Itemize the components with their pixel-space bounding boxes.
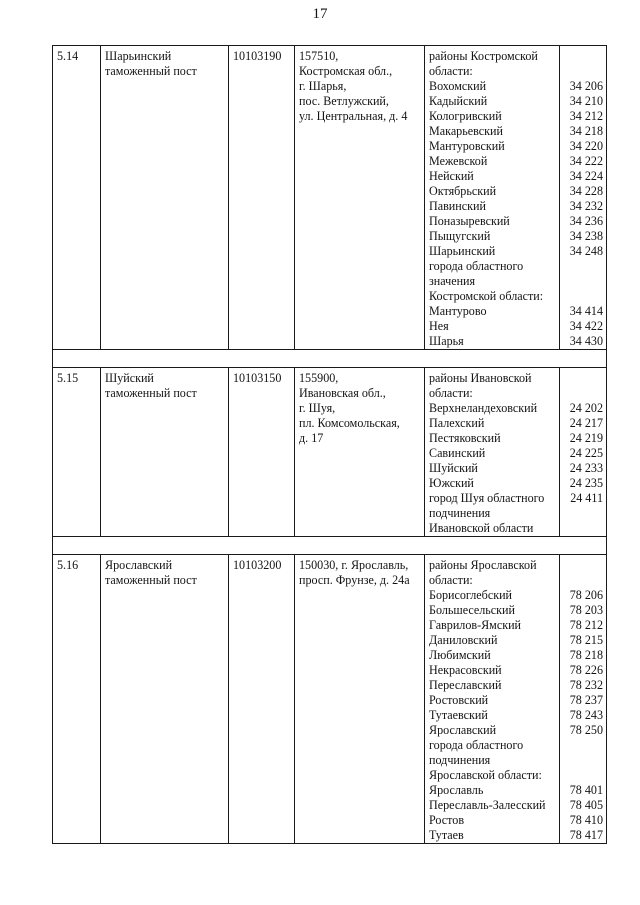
address-line: 155900, xyxy=(299,371,339,385)
okato-code: 34 232 xyxy=(569,199,603,213)
territory-name: области: xyxy=(429,64,473,78)
okato-code: 34 414 xyxy=(569,304,603,318)
address-line: Ивановская обл., xyxy=(299,386,386,400)
post-name-cell xyxy=(101,555,229,844)
territory-name: Октябрьский xyxy=(429,184,497,198)
territory-name: Южский xyxy=(429,476,474,490)
row-number-cell xyxy=(53,368,101,537)
territory-name: Даниловский xyxy=(429,633,498,647)
territory-name: Межевской xyxy=(429,154,488,168)
address-line: пос. Ветлужский, xyxy=(299,94,389,108)
okato-code-cell xyxy=(560,555,607,844)
territory-name: Большесельский xyxy=(429,603,515,617)
customs-posts-table xyxy=(52,45,607,844)
territory-name: Мантуровский xyxy=(429,139,505,153)
address-line: 157510, xyxy=(299,49,339,63)
territory-name: Савинский xyxy=(429,446,486,460)
post-code: 10103190 xyxy=(233,49,282,63)
okato-code: 24 411 xyxy=(570,491,603,505)
territory-name: Ярославль xyxy=(429,783,484,797)
territory-name: города областного xyxy=(429,738,524,752)
territory-name: Шуйский xyxy=(429,461,478,475)
blank-line xyxy=(564,506,603,521)
territory-name: районы Ярославской xyxy=(429,558,537,572)
row-number: 5.14 xyxy=(57,49,79,63)
okato-code: 78 410 xyxy=(569,813,603,827)
okato-code: 78 226 xyxy=(569,663,603,677)
post-name-line: Шарьинский xyxy=(105,49,172,63)
post-name-line: таможенный пост xyxy=(105,573,197,587)
territory-name: Ярославской области: xyxy=(429,768,542,782)
territory-name: области: xyxy=(429,386,473,400)
okato-code: 34 228 xyxy=(569,184,603,198)
okato-code: 34 218 xyxy=(569,124,603,138)
okato-code: 78 232 xyxy=(569,678,603,692)
address-line: пл. Комсомольская, xyxy=(299,416,400,430)
territory-name: Шарья xyxy=(429,334,464,348)
okato-code: 78 417 xyxy=(569,828,603,842)
address-line: просп. Фрунзе, д. 24а xyxy=(299,573,410,587)
table-row xyxy=(53,46,607,350)
row-number-cell xyxy=(53,555,101,844)
okato-code: 34 422 xyxy=(569,319,603,333)
territory-name: Кадыйский xyxy=(429,94,488,108)
territory-name: Ярославский xyxy=(429,723,497,737)
row-gap xyxy=(53,350,607,368)
territory-cell xyxy=(425,555,560,844)
territory-name: города областного xyxy=(429,259,524,273)
territory-name: Верхнеландеховский xyxy=(429,401,538,415)
territory-name: Нейский xyxy=(429,169,474,183)
blank-line xyxy=(564,274,603,289)
territory-name: Ростов xyxy=(429,813,465,827)
territory-name: Макарьевский xyxy=(429,124,503,138)
territory-name: Борисоглебский xyxy=(429,588,513,602)
blank-line xyxy=(564,289,603,304)
post-name-cell xyxy=(101,368,229,537)
address-line: г. Шуя, xyxy=(299,401,336,415)
okato-code: 34 430 xyxy=(569,334,603,348)
okato-code: 78 243 xyxy=(569,708,603,722)
territory-cell xyxy=(425,368,560,537)
okato-code: 34 220 xyxy=(569,139,603,153)
blank-line xyxy=(564,259,603,274)
address-cell xyxy=(295,46,425,350)
territory-name: Некрасовский xyxy=(429,663,502,677)
territory-name: Пестяковский xyxy=(429,431,501,445)
okato-code: 24 219 xyxy=(569,431,603,445)
territory-name: Ростовский xyxy=(429,693,489,707)
post-name-line: таможенный пост xyxy=(105,386,197,400)
okato-code: 34 238 xyxy=(569,229,603,243)
blank-line xyxy=(564,738,603,753)
page-number: 17 xyxy=(312,6,328,22)
territory-cell xyxy=(425,46,560,350)
okato-code: 34 236 xyxy=(569,214,603,228)
post-code-cell xyxy=(229,555,295,844)
post-code-cell xyxy=(229,46,295,350)
post-name-line: Ярославский xyxy=(105,558,173,572)
blank-line xyxy=(564,371,603,386)
okato-code: 34 212 xyxy=(569,109,603,123)
okato-code: 34 206 xyxy=(569,79,603,93)
territory-name: области: xyxy=(429,573,473,587)
okato-code: 34 210 xyxy=(569,94,603,108)
blank-line xyxy=(564,49,603,64)
row-number: 5.16 xyxy=(57,558,79,572)
blank-line xyxy=(564,64,603,79)
okato-code: 34 224 xyxy=(569,169,603,183)
row-number-cell xyxy=(53,46,101,350)
okato-code-cell xyxy=(560,368,607,537)
territory-name: районы Ивановской xyxy=(429,371,532,385)
territory-name: Тутаев xyxy=(429,828,464,842)
territory-name: Вохомский xyxy=(429,79,487,93)
territory-name: Кологривский xyxy=(429,109,502,123)
post-code-cell xyxy=(229,368,295,537)
address-cell xyxy=(295,555,425,844)
okato-code: 78 215 xyxy=(569,633,603,647)
territory-name: Шарьинский xyxy=(429,244,496,258)
blank-line xyxy=(564,753,603,768)
address-line: д. 17 xyxy=(299,431,324,445)
row-gap xyxy=(53,537,607,555)
territory-name: Поназыревский xyxy=(429,214,510,228)
territory-name: подчинения xyxy=(429,506,491,520)
blank-line xyxy=(564,768,603,783)
address-cell xyxy=(295,368,425,537)
territory-name: Павинский xyxy=(429,199,486,213)
address-line: ул. Центральная, д. 4 xyxy=(299,109,408,123)
territory-name: Нея xyxy=(429,319,449,333)
okato-code: 78 237 xyxy=(569,693,603,707)
post-code: 10103150 xyxy=(233,371,282,385)
okato-code: 24 225 xyxy=(569,446,603,460)
table-row xyxy=(53,555,607,844)
okato-code: 24 202 xyxy=(569,401,603,415)
okato-code: 78 401 xyxy=(569,783,603,797)
okato-code: 24 233 xyxy=(569,461,603,475)
territory-name: значения xyxy=(429,274,476,288)
okato-code: 78 405 xyxy=(569,798,603,812)
okato-code-cell xyxy=(560,46,607,350)
post-name-line: таможенный пост xyxy=(105,64,197,78)
territory-name: Любимский xyxy=(429,648,491,662)
table-body xyxy=(53,46,607,844)
okato-code: 78 212 xyxy=(569,618,603,632)
territory-name: Палехский xyxy=(429,416,485,430)
table-row xyxy=(53,368,607,537)
territory-name: районы Костромской xyxy=(429,49,538,63)
okato-code: 78 250 xyxy=(569,723,603,737)
territory-name: Мантурово xyxy=(429,304,487,318)
post-name-line: Шуйский xyxy=(105,371,154,385)
territory-name: Гаврилов-Ямский xyxy=(429,618,522,632)
territory-name: город Шуя областного xyxy=(429,491,545,505)
territory-name: Ивановской области xyxy=(429,521,534,535)
okato-code: 34 248 xyxy=(569,244,603,258)
okato-code: 78 206 xyxy=(569,588,603,602)
okato-code: 78 218 xyxy=(569,648,603,662)
blank-line xyxy=(564,558,603,573)
okato-code: 24 235 xyxy=(569,476,603,490)
okato-code: 78 203 xyxy=(569,603,603,617)
okato-code: 24 217 xyxy=(569,416,603,430)
territory-name: Пыщугский xyxy=(429,229,491,243)
row-number: 5.15 xyxy=(57,371,79,385)
territory-name: Тутаевский xyxy=(429,708,488,722)
address-line: Костромская обл., xyxy=(299,64,393,78)
address-line: г. Шарья, xyxy=(299,79,347,93)
territory-name: Костромской области: xyxy=(429,289,544,303)
address-line: 150030, г. Ярославль, xyxy=(299,558,409,572)
territory-name: Переславский xyxy=(429,678,502,692)
territory-name: подчинения xyxy=(429,753,491,767)
blank-line xyxy=(564,386,603,401)
blank-line xyxy=(564,573,603,588)
blank-line xyxy=(564,521,603,536)
okato-code: 34 222 xyxy=(569,154,603,168)
territory-name: Переславль-Залесский xyxy=(429,798,546,812)
post-name-cell xyxy=(101,46,229,350)
post-code: 10103200 xyxy=(233,558,282,572)
